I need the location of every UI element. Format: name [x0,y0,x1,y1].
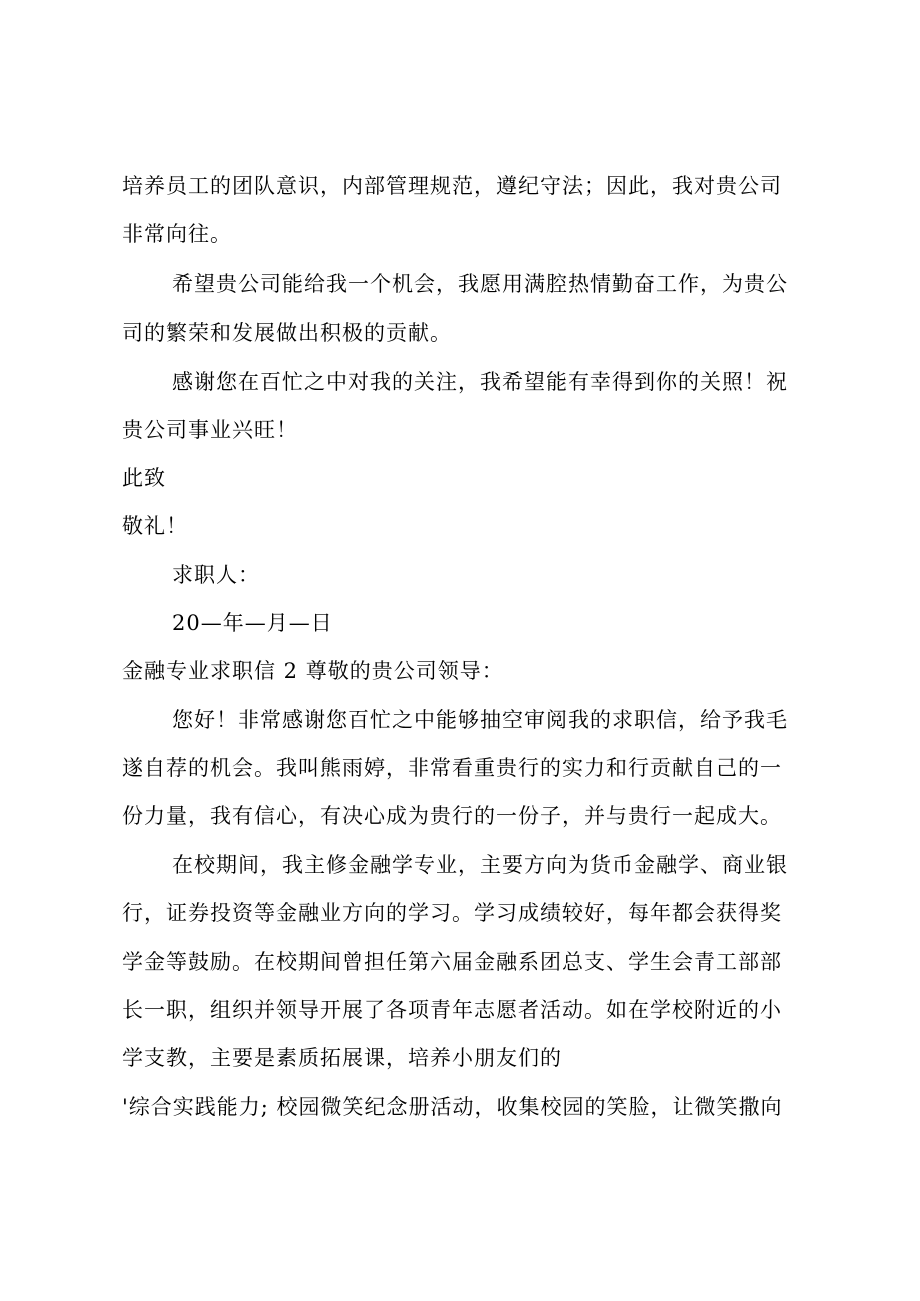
paragraph-line: 学支教，主要是素质拓展课，培养小朋友们的 [122,1046,562,1070]
signature-label: 求职人： [172,563,260,587]
letter-heading: 金融专业求职信 2 尊敬的贵公司领导： [122,659,504,683]
paragraph-line: 培养员工的团队意识，内部管理规范，遵纪守法；因此，我对贵公司 [122,174,782,198]
paragraph-line: 司的繁荣和发展做出积极的贡献。 [122,321,452,345]
paragraph-line: 您好！非常感谢您百忙之中能够抽空审阅我的求职信，给予我毛 [172,708,788,732]
paragraph-line: 希望贵公司能给我一个机会，我愿用满腔热情勤奋工作，为贵公 [172,272,788,296]
paragraph-line: 行，证券投资等金融业方向的学习。学习成绩较好，每年都会获得奖 [122,901,782,925]
paragraph-line: 非常向往。 [122,222,232,246]
paragraph-line: 学金等鼓励。在校期间曾担任第六届金融系团总支、学生会青工部部 [122,950,782,974]
paragraph-line: 贵公司事业兴旺！ [122,418,298,442]
date-line: 20—年—月—日 [172,611,333,635]
paragraph-line: 遂自荐的机会。我叫熊雨婷，非常看重贵行的实力和行贡献自己的一 [122,756,782,780]
paragraph-line: '综合实践能力; 校园微笑纪念册活动，收集校园的笑脸，让微笑撒向 [122,1095,783,1119]
paragraph-line: 长一职，组织并领导开展了各项青年志愿者活动。如在学校附近的小 [122,998,782,1022]
paragraph-line: 在校期间，我主修金融学专业，主要方向为货币金融学、商业银 [172,853,788,877]
closing-line: 敬礼！ [122,514,188,538]
paragraph-line: 份力量，我有信心，有决心成为贵行的一份子，并与贵行一起成大。 [122,804,782,828]
paragraph-line: 感谢您在百忙之中对我的关注，我希望能有幸得到你的关照！祝 [172,370,788,394]
closing-line: 此致 [122,466,166,490]
